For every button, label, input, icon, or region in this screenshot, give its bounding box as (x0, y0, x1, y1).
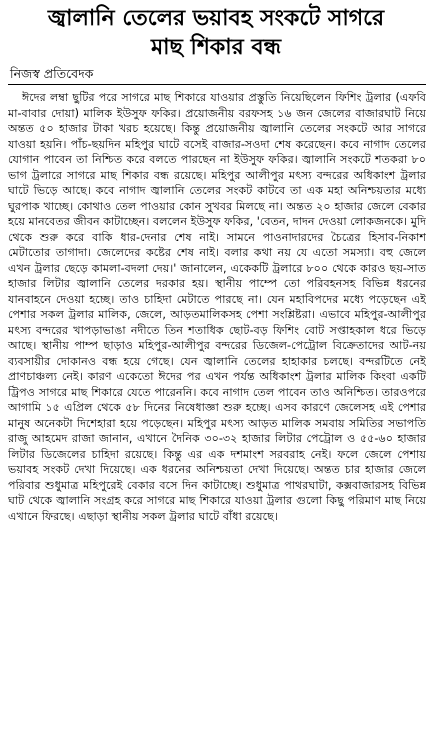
headline-line-2: মাছ শিকার বন্ধ (150, 35, 282, 60)
article-headline (0, 4, 432, 62)
byline-divider (8, 84, 426, 85)
headline-line-1: জ্বালানি তেলের ভয়াবহ সংকটে সাগরে (47, 6, 385, 31)
byline: নিজস্ব প্রতিবেদক (10, 66, 94, 81)
article-body: ঈদের লম্বা ছুটির পরে সাগরে মাছ শিকারে যাওয়ার প্রস্তুতি নিয়েছিলেন ফিশিং ট্রলার (এফবি মা-বাবার দোয়া) মালিক ইউসুফ ফকির। প্রয়োজনীয় বরফসহ ১৬ জন জেলের বাজারঘাট নিয়ে অন্তত ৫০ হাজার টাকা খরচ হয়েছে। কিন্তু প্রয়োজনীয় জ্বালানি তেলের সংকটে আর সাগরে যাওয়া হয়নি। পাঁচ-ছয়দিন মহিপুর ঘাটে বসেই বাজার-সওদা শেষ করেছেন। কবে নাগাদ তেলের যোগান পাবেন তা নিশ্চিত করে বলতে পারছেন না ইউসুফ ফকির। জ্বালানি সংকটে শতকরা ৮০ ভাগ ট্রলারে সাগরে মাছ শিকার বন্ধ রয়েছে। মহিপুর আলীপুর মৎস্য বন্দরের অধিকাংশ ট্রলার ঘাটে ভিড়ে আছে। কবে নাগাদ জ্বালানি তেলের সংকট কাটবে তা এক মহা অনিশ্চয়তার মধ্যে ঘুরপাক খাচ্ছে। কোথাও তেল পাওয়ার কোন সুখবর মিলছে না। অন্তত ২০ হাজার জেলে বেকার হয়ে মানবেতর জীবন কাটাচ্ছেন। বললেন ইউসুফ ফকির, 'বেতন, দাদন দেওয়া লোকজনকে। মুদি থেকে শুরু করে বাকি ধার-দেনার শেষ নাই। সামনে পাওনাদারদের চৈত্রের হিসাব-নিকাশ মেটাতোর তাগাদা। জেলেদের কষ্টের শেষ নাই। বলার কথা নয় যে এতো সমস্যা। বহু জেলে এখন ট্রলার ছেড়ে কামলা-বদলা দেয়।' জানালেন, একেকটি ট্রলারে ৮০০ থেকে কারও ছয়-সাত হাজার লিটার জ্বালানি তেলের দরকার হয়। স্থানীয় পাম্পে তো পরিবহনসহ বিভিন্ন ধরনের যানবাহনে দেওয়া হচ্ছে। তাও চাহিদা মেটাতে পারছে না। যেন মহাবিপদের মধ্যে পড়েছেন এই পেশার সকল ট্রলার মালিক, জেলে, আড়তমালিকসহ পেশা সংশ্লিষ্টরা। এভাবে মহিপুর-আলীপুর মৎস্য বন্দরের খাপড়াভাঙা নদীতে তিন শতাধিক ছোট-বড় ফিশিং বোট সপ্তাহকাল ধরে ভিড়ে আছে। স্থানীয় পাম্প ছাড়াও মহিপুর-আলীপুর বন্দরের ডিজেল-পেট্রোল বিক্রেতাদের আট-নয় ব্যবসায়ীর দোকানও বন্ধ হয়ে গেছে। যেন জ্বালানি তেলের হাহাকার চলছে। বন্দরটিতে নেই প্রাণচাঞ্চল্য নেই। কারণ একেতো ঈদের পর এখন পর্যন্ত অধিকাংশ ট্রলার মালিক কিংবা একটি ট্রিপও সাগরে মাছ শিকারে যেতে পারেননি। কবে নাগাদ তেল পাবেন তাও অনিশ্চিত। তারওপরে আগামি ১৫ এপ্রিল থেকে ৫৮ দিনের নিষেধাজ্ঞা শুরু হচ্ছে। এসব কারণে জেলেসহ এই পেশার মানুষ অনেকটা দিশেহারা হয়ে পড়েছেন। মহিপুর মৎস্য আড়ত মালিক সমবায় সমিতির সভাপতি রাজু আহমেদ রাজা জানান, এখানে দৈনিক ৩০-৩২ হাজার লিটার পেট্রোল ও ৫৫-৬০ হাজার লিটার ডিজেলের চাহিদা রয়েছে। কিন্তু এর এক দশমাংশ সরবরাহ নেই। ফলে জেলে পেশায় ভয়াবহ সংকট দেখা দিয়েছে। এক ধরনের অনিশ্চয়তা দেখা দিয়েছে। অন্তত চার হাজার জেলে পরিবার শুধুমাত্র মহিপুরেই বেকার বসে দিন কাটাচ্ছে। শুধুমাত্র পাথরঘাটা, কক্সবাজারসহ বিভিন্ন ঘাট থেকে জ্বালানি সংগ্রহ করে সাগরে মাছ শিকারে যাওয়া ট্রলার গুলো কিছু পরিমাণ মাছ নিয়ে এখানে ফিরছে। এছাড়া স্থানীয় সকল ট্রলার ঘাটে বাঁধা রয়েছে। (8, 91, 426, 523)
